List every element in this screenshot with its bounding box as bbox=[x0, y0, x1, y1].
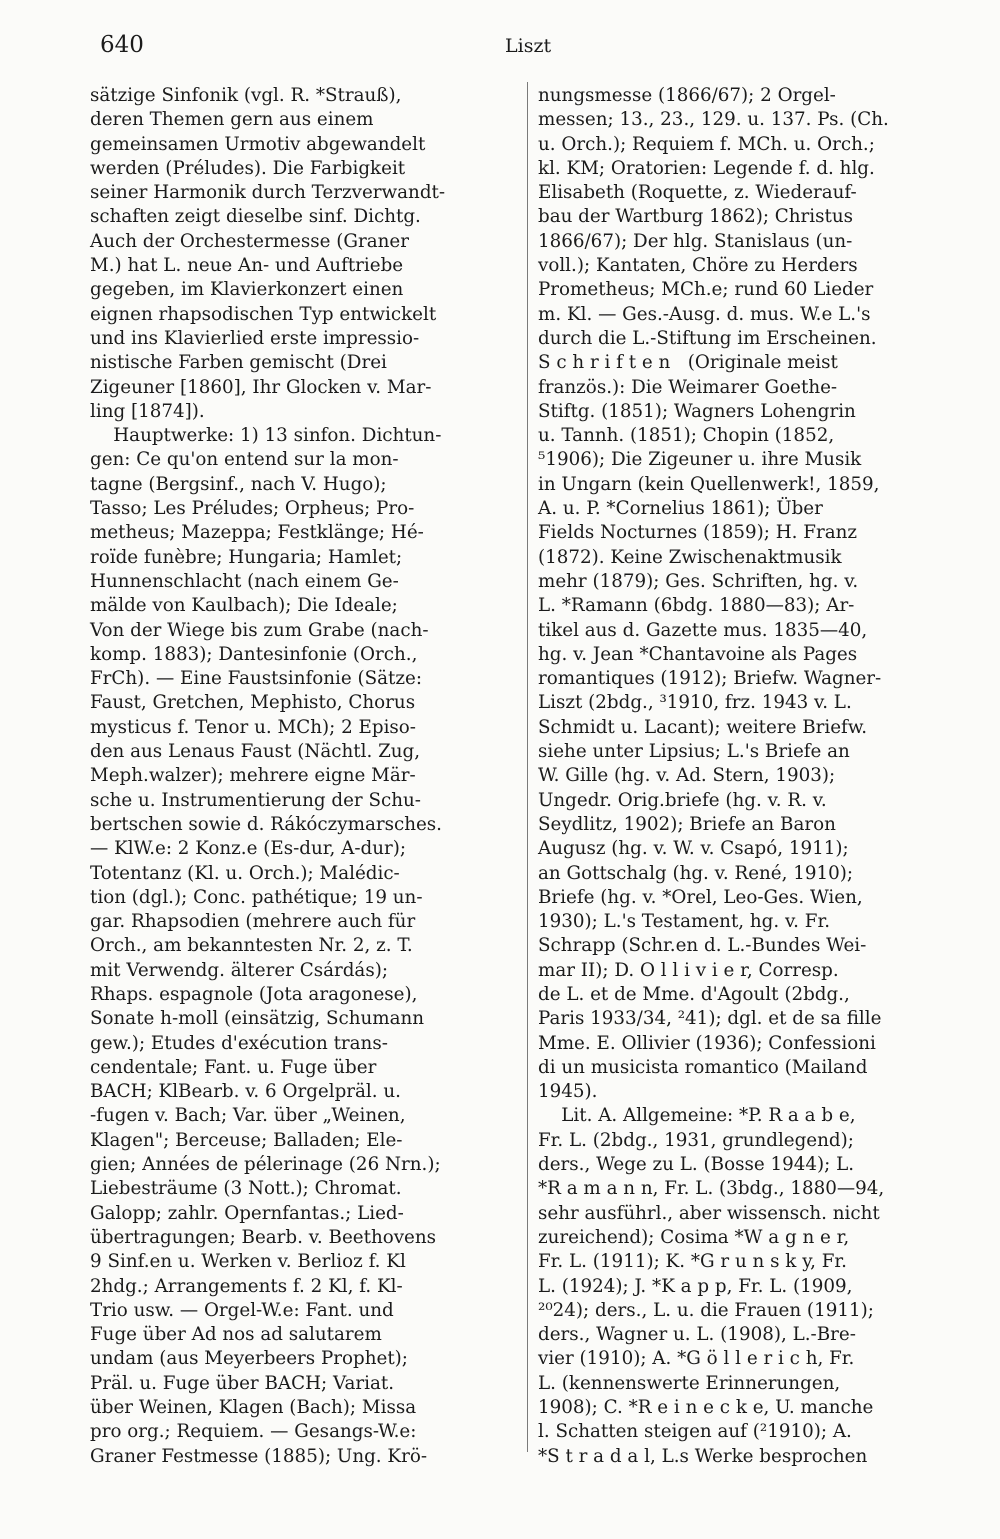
text-line: gew.); Etudes d'exécution trans- bbox=[90, 1032, 388, 1054]
text-line: mälde von Kaulbach); Die Ideale; bbox=[90, 595, 398, 617]
text-line: (1872). Keine Zwischenaktmusik bbox=[538, 546, 842, 568]
text-line: den aus Lenaus Faust (Nächtl. Zug, bbox=[90, 741, 421, 763]
text-line: 1930); L.'s Testament, hg. v. Fr. bbox=[538, 911, 831, 933]
text-line: voll.); Kantaten, Chöre zu Herders bbox=[538, 255, 858, 277]
text-line: ling [1874]). bbox=[90, 400, 205, 422]
text-line: u. Tannh. (1851); Chopin (1852, bbox=[538, 425, 835, 447]
text-line: werden (Préludes). Die Farbigkeit bbox=[90, 157, 406, 179]
text-line: S c h r i f t e n (Originale meist bbox=[538, 352, 838, 374]
text-line: Präl. u. Fuge über BACH; Variat. bbox=[90, 1372, 395, 1394]
text-line: Paris 1933/34, ²41); dgl. et de sa fille bbox=[538, 1008, 882, 1030]
text-line: durch die L.-Stiftung im Erscheinen. bbox=[538, 327, 877, 349]
text-line: gemeinsamen Urmotiv abgewandelt bbox=[90, 133, 426, 155]
text-line: schaften zeigt dieselbe sinf. Dichtg. bbox=[90, 206, 421, 228]
text-line: tikel aus d. Gazette mus. 1835—40, bbox=[538, 619, 868, 641]
text-line: ders., Wagner u. L. (1908), L.-Bre- bbox=[538, 1324, 856, 1346]
text-line: W. Gille (hg. v. Ad. Stern, 1903); bbox=[538, 765, 836, 787]
text-line: französ.): Die Weimarer Goethe- bbox=[538, 376, 838, 398]
text-line: Augusz (hg. v. W. v. Csapó, 1911); bbox=[538, 838, 849, 860]
text-line: mar II); D. O l l i v i e r, Corresp. bbox=[538, 959, 839, 981]
text-line: Tasso; Les Préludes; Orpheus; Pro- bbox=[90, 498, 415, 520]
text-line: undam (aus Meyerbeers Prophet); bbox=[90, 1348, 408, 1370]
text-line: Rhaps. espagnole (Jota aragonese), bbox=[90, 983, 418, 1005]
text-line: komp. 1883); Dantesinfonie (Orch., bbox=[90, 643, 418, 665]
text-line: Von der Wiege bis zum Grabe (nach- bbox=[90, 619, 429, 641]
text-line: mit Verwendg. älterer Csárdás); bbox=[90, 959, 388, 981]
text-line: seiner Harmonik durch Terzverwandt- bbox=[90, 182, 446, 204]
text-line: nungsmesse (1866/67); 2 Orgel- bbox=[538, 85, 836, 106]
text-line: Prometheus; MCh.e; rund 60 Lieder bbox=[538, 279, 874, 301]
text-line: siehe unter Lipsius; L.'s Briefe an bbox=[538, 741, 850, 763]
text-line: L. (kennenswerte Erinnerungen, bbox=[538, 1372, 841, 1394]
text-line: 1908); C. *R e i n e c k e, U. manche bbox=[538, 1397, 874, 1419]
text-line: über Weinen, Klagen (Bach); Missa bbox=[90, 1397, 417, 1419]
text-line: romantiques (1912); Briefw. Wagner- bbox=[538, 668, 882, 690]
column-divider bbox=[527, 82, 528, 1452]
text-line: sche u. Instrumentierung der Schu- bbox=[90, 789, 421, 811]
text-line: M.) hat L. neue An- und Auftriebe bbox=[90, 255, 404, 277]
text-line: nistische Farben gemischt (Drei bbox=[90, 352, 387, 374]
text-line: vier (1910); A. *G ö l l e r i c h, Fr. bbox=[538, 1348, 855, 1370]
text-line: di un musicista romantico (Mailand bbox=[538, 1056, 868, 1078]
text-line: u. Orch.); Requiem f. MCh. u. Orch.; bbox=[538, 133, 875, 155]
text-line: tagne (Bergsinf., nach V. Hugo); bbox=[90, 473, 387, 495]
text-line: ⁵1906); Die Zigeuner u. ihre Musik bbox=[538, 449, 862, 471]
text-line: übertragungen; Bearb. v. Beethovens bbox=[90, 1226, 437, 1248]
text-line: L. *Ramann (6bdg. 1880—83); Ar- bbox=[538, 595, 855, 617]
text-line: Schmidt u. Lacant); weitere Briefw. bbox=[538, 716, 868, 738]
text-line: Hunnenschlacht (nach einem Ge- bbox=[90, 570, 399, 592]
text-line: Briefe (hg. v. *Orel, Leo-Ges. Wien, bbox=[538, 886, 863, 908]
text-line: Stiftg. (1851); Wagners Lohengrin bbox=[538, 400, 856, 422]
text-line: FrCh). — Eine Faustsinfonie (Sätze: bbox=[90, 668, 423, 690]
text-line: eignen rhapsodischen Typ entwickelt bbox=[90, 303, 437, 325]
text-line: mysticus f. Tenor u. MCh); 2 Episo- bbox=[90, 716, 416, 738]
text-line: gar. Rhapsodien (mehrere auch für bbox=[90, 911, 416, 933]
text-line: metheus; Mazeppa; Festklänge; Hé- bbox=[90, 522, 424, 544]
text-line: 9 Sinf.en u. Werken v. Berlioz f. Kl bbox=[90, 1251, 406, 1273]
text-line: Seydlitz, 1902); Briefe an Baron bbox=[538, 813, 836, 835]
text-line: de L. et de Mme. d'Agoult (2bdg., bbox=[538, 983, 850, 1005]
text-line: l. Schatten steigen auf (²1910); A. bbox=[538, 1421, 852, 1443]
text-line: Ungedr. Orig.briefe (hg. v. R. v. bbox=[538, 789, 827, 811]
text-line: *S t r a d a l, L.s Werke besprochen bbox=[538, 1445, 868, 1467]
text-line: *R a m a n n, Fr. L. (3bdg., 1880—94, bbox=[538, 1178, 885, 1200]
text-line: Fr. L. (1911); K. *G r u n s k y, Fr. bbox=[538, 1251, 847, 1273]
text-line: gen: Ce qu'on entend sur la mon- bbox=[90, 449, 399, 471]
text-line: — KlW.e: 2 Konz.e (Es-dur, A-dur); bbox=[90, 838, 407, 860]
text-line: Fields Nocturnes (1859); H. Franz bbox=[538, 522, 858, 544]
text-line: messen; 13., 23., 129. u. 137. Ps. (Ch. bbox=[538, 109, 889, 131]
text-line: Fuge über Ad nos ad salutarem bbox=[90, 1324, 382, 1346]
text-line: ²⁰24); ders., L. u. die Frauen (1911); bbox=[538, 1299, 874, 1321]
text-line: Schrapp (Schr.en d. L.-Bundes Wei- bbox=[538, 935, 867, 957]
text-line: 1866/67); Der hlg. Stanislaus (un- bbox=[538, 230, 853, 252]
text-line: an Gottschalg (hg. v. René, 1910); bbox=[538, 862, 854, 884]
text-line: Hauptwerke: 1) 13 sinfon. Dichtun- bbox=[90, 425, 442, 447]
text-line: 2hdg.; Arrangements f. 2 Kl, f. Kl- bbox=[90, 1275, 403, 1297]
text-line: L. (1924); J. *K a p p, Fr. L. (1909, bbox=[538, 1275, 853, 1297]
text-line: -fugen v. Bach; Var. über „Weinen, bbox=[90, 1105, 406, 1127]
text-line: gegeben, im Klavierkonzert einen bbox=[90, 279, 404, 301]
text-line: zureichend); Cosima *W a g n e r, bbox=[538, 1226, 850, 1248]
text-line: kl. KM; Oratorien: Legende f. d. hlg. bbox=[538, 157, 875, 179]
text-line: tion (dgl.); Conc. pathétique; 19 un- bbox=[90, 886, 423, 908]
text-line: Liszt (2bdg., ³1910, frz. 1943 v. L. bbox=[538, 692, 852, 714]
text-line: bau der Wartburg 1862); Christus bbox=[538, 206, 854, 228]
text-line: Lit. A. Allgemeine: *P. R a a b e, bbox=[538, 1105, 856, 1127]
text-line: sätzige Sinfonik (vgl. R. *Strauß), bbox=[90, 85, 402, 106]
text-line: Galopp; zahlr. Opernfantas.; Lied- bbox=[90, 1202, 404, 1224]
running-head: Liszt bbox=[505, 35, 552, 57]
text-line: Klagen"; Berceuse; Balladen; Ele- bbox=[90, 1129, 403, 1151]
page-number: 640 bbox=[100, 32, 144, 58]
text-line: in Ungarn (kein Quellenwerk!, 1859, bbox=[538, 473, 880, 495]
text-line: pro org.; Requiem. — Gesangs-W.e: bbox=[90, 1421, 417, 1443]
text-line: Trio usw. — Orgel-W.e: Fant. und bbox=[90, 1299, 394, 1321]
text-line: cendentale; Fant. u. Fuge über bbox=[90, 1056, 377, 1078]
text-line: Totentanz (Kl. u. Orch.); Malédic- bbox=[90, 862, 400, 884]
text-line: Meph.walzer); mehrere eigne Mär- bbox=[90, 765, 416, 787]
text-line: BACH; KlBearb. v. 6 Orgelpräl. u. bbox=[90, 1081, 401, 1103]
text-line: Elisabeth (Roquette, z. Wiederauf- bbox=[538, 182, 857, 204]
text-line: Fr. L. (2bdg., 1931, grundlegend); bbox=[538, 1129, 854, 1151]
text-line: Auch der Orchestermesse (Graner bbox=[90, 230, 409, 252]
left-column bbox=[90, 84, 510, 1469]
text-line: bertschen sowie d. Rákóczymarsches. bbox=[90, 813, 442, 835]
text-line: Liebesträume (3 Nott.); Chromat. bbox=[90, 1178, 402, 1200]
text-line: ders., Wege zu L. (Bosse 1944); L. bbox=[538, 1154, 855, 1176]
text-line: Zigeuner [1860], Ihr Glocken v. Mar- bbox=[90, 376, 432, 398]
text-line: Orch., am bekanntesten Nr. 2, z. T. bbox=[90, 935, 413, 957]
text-line: gien; Années de pélerinage (26 Nrn.); bbox=[90, 1154, 441, 1176]
text-line: Graner Festmesse (1885); Ung. Krö- bbox=[90, 1445, 428, 1467]
text-line: m. Kl. — Ges.-Ausg. d. mus. W.e L.'s bbox=[538, 303, 871, 325]
text-line: 1945). bbox=[538, 1081, 598, 1103]
text-line: Mme. E. Ollivier (1936); Confessioni bbox=[538, 1032, 876, 1054]
text-line: hg. v. Jean *Chantavoine als Pages bbox=[538, 643, 858, 665]
text-line: roïde funèbre; Hungaria; Hamlet; bbox=[90, 546, 403, 568]
text-line: Sonate h-moll (einsätzig, Schumann bbox=[90, 1008, 425, 1030]
text-line: und ins Klavierlied erste impressio- bbox=[90, 327, 420, 349]
text-line: sehr ausführl., aber wissensch. nicht bbox=[538, 1202, 880, 1224]
right-column bbox=[538, 84, 958, 1469]
text-line: Faust, Gretchen, Mephisto, Chorus bbox=[90, 692, 416, 714]
text-line: deren Themen gern aus einem bbox=[90, 109, 374, 131]
text-line: mehr (1879); Ges. Schriften, hg. v. bbox=[538, 570, 859, 592]
text-line: A. u. P. *Cornelius 1861); Über bbox=[538, 498, 823, 520]
